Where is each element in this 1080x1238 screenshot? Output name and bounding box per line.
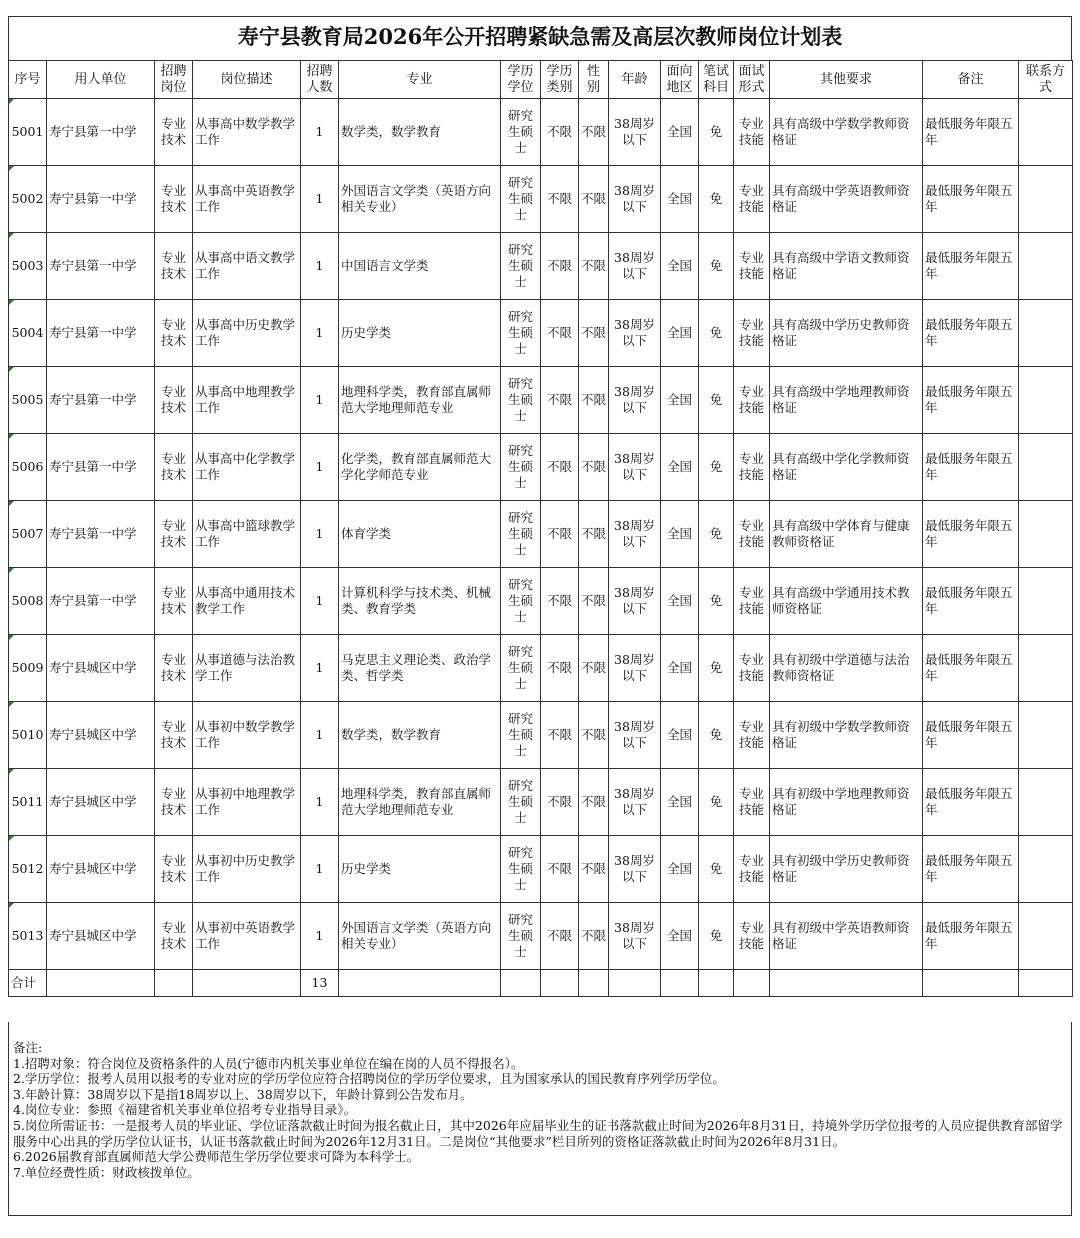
cell-region: 全国	[661, 568, 699, 635]
cell-written: 免	[699, 99, 734, 166]
cell-seq: 5011	[9, 769, 47, 836]
cell-remark: 最低服务年限五年	[923, 635, 1019, 702]
cell-age: 38周岁以下	[609, 702, 661, 769]
cell-count: 1	[301, 769, 339, 836]
cell-degree-type: 不限	[541, 702, 579, 769]
cell-other: 具有初级中学地理教师资格证	[770, 769, 923, 836]
cell-region: 全国	[661, 501, 699, 568]
table-row	[9, 233, 1073, 300]
cell-other: 具有高级中学语文教师资格证	[770, 233, 923, 300]
cell-age: 38周岁以下	[609, 568, 661, 635]
cell-count: 1	[301, 568, 339, 635]
cell-type: 专业技术	[155, 903, 193, 970]
cell-count: 1	[301, 300, 339, 367]
cell-written: 免	[699, 568, 734, 635]
cell-gender: 不限	[579, 769, 609, 836]
cell-degree: 研究生硕士	[501, 568, 541, 635]
cell-region: 全国	[661, 233, 699, 300]
cell-contact	[1019, 769, 1073, 836]
cell-remark: 最低服务年限五年	[923, 702, 1019, 769]
cell-age: 38周岁以下	[609, 501, 661, 568]
header-other: 其他要求	[770, 61, 923, 99]
cell-desc: 从事高中数学教学工作	[193, 99, 301, 166]
cell-contact	[1019, 166, 1073, 233]
header-major: 专业	[339, 61, 501, 99]
cell-degree-type: 不限	[541, 166, 579, 233]
cell-interview: 专业技能	[734, 367, 770, 434]
cell-other: 具有高级中学化学教师资格证	[770, 434, 923, 501]
empty-cell	[699, 970, 734, 997]
cell-major: 外国语言文学类（英语方向相关专业）	[339, 166, 501, 233]
cell-desc: 从事初中数学教学工作	[193, 702, 301, 769]
cell-contact	[1019, 367, 1073, 434]
note-line: 1.招聘对象：符合岗位及资格条件的人员(宁德市内机关事业单位在编在岗的人员不得报名）。	[13, 1055, 524, 1071]
header-age: 年龄	[609, 61, 661, 99]
cell-unit: 寿宁县第一中学	[47, 568, 155, 635]
note-line: 4.岗位专业：参照《福建省机关事业单位招考专业指导目录》。	[13, 1102, 357, 1118]
cell-degree: 研究生硕士	[501, 635, 541, 702]
cell-unit: 寿宁县第一中学	[47, 300, 155, 367]
cell-type: 专业技术	[155, 568, 193, 635]
cell-seq: 5002	[9, 166, 47, 233]
cell-interview: 专业技能	[734, 233, 770, 300]
cell-other: 具有初级中学数学教师资格证	[770, 702, 923, 769]
cell-age: 38周岁以下	[609, 99, 661, 166]
cell-interview: 专业技能	[734, 635, 770, 702]
cell-seq: 5008	[9, 568, 47, 635]
cell-degree-type: 不限	[541, 434, 579, 501]
table-row	[9, 769, 1073, 836]
cell-contact	[1019, 568, 1073, 635]
cell-gender: 不限	[579, 501, 609, 568]
total-label: 合计	[9, 970, 47, 997]
cell-type: 专业技术	[155, 702, 193, 769]
cell-degree: 研究生硕士	[501, 99, 541, 166]
notes-list	[13, 1056, 1067, 1181]
table-row	[9, 367, 1073, 434]
cell-region: 全国	[661, 836, 699, 903]
cell-seq: 5010	[9, 702, 47, 769]
cell-count: 1	[301, 501, 339, 568]
cell-seq: 5005	[9, 367, 47, 434]
cell-degree: 研究生硕士	[501, 903, 541, 970]
cell-unit: 寿宁县城区中学	[47, 635, 155, 702]
table-row	[9, 568, 1073, 635]
cell-region: 全国	[661, 99, 699, 166]
cell-remark: 最低服务年限五年	[923, 166, 1019, 233]
cell-unit: 寿宁县城区中学	[47, 702, 155, 769]
cell-other: 具有高级中学地理教师资格证	[770, 367, 923, 434]
cell-unit: 寿宁县第一中学	[47, 233, 155, 300]
cell-type: 专业技术	[155, 300, 193, 367]
cell-other: 具有高级中学英语教师资格证	[770, 166, 923, 233]
cell-desc: 从事高中通用技术教学工作	[193, 568, 301, 635]
cell-interview: 专业技能	[734, 769, 770, 836]
cell-gender: 不限	[579, 836, 609, 903]
cell-degree-type: 不限	[541, 501, 579, 568]
table-row	[9, 166, 1073, 233]
cell-other: 具有初级中学英语教师资格证	[770, 903, 923, 970]
note-line: 7.单位经费性质：财政核拨单位。	[13, 1164, 200, 1180]
cell-contact	[1019, 233, 1073, 300]
table-row	[9, 903, 1073, 970]
cell-region: 全国	[661, 300, 699, 367]
cell-count: 1	[301, 635, 339, 702]
total-row	[9, 970, 1073, 997]
cell-remark: 最低服务年限五年	[923, 769, 1019, 836]
cell-written: 免	[699, 836, 734, 903]
cell-unit: 寿宁县第一中学	[47, 99, 155, 166]
cell-count: 1	[301, 367, 339, 434]
cell-desc: 从事道德与法治教学工作	[193, 635, 301, 702]
table-row	[9, 99, 1073, 166]
cell-interview: 专业技能	[734, 300, 770, 367]
cell-type: 专业技术	[155, 434, 193, 501]
cell-degree-type: 不限	[541, 769, 579, 836]
cell-degree-type: 不限	[541, 300, 579, 367]
cell-type: 专业技术	[155, 836, 193, 903]
empty-cell	[193, 970, 301, 997]
cell-degree-type: 不限	[541, 836, 579, 903]
cell-interview: 专业技能	[734, 166, 770, 233]
cell-remark: 最低服务年限五年	[923, 501, 1019, 568]
cell-gender: 不限	[579, 166, 609, 233]
cell-remark: 最低服务年限五年	[923, 233, 1019, 300]
cell-region: 全国	[661, 367, 699, 434]
cell-contact	[1019, 434, 1073, 501]
cell-remark: 最低服务年限五年	[923, 903, 1019, 970]
cell-other: 具有初级中学历史教师资格证	[770, 836, 923, 903]
cell-degree: 研究生硕士	[501, 434, 541, 501]
empty-cell	[770, 970, 923, 997]
cell-gender: 不限	[579, 702, 609, 769]
note-line: 3.年龄计算：38周岁以下是指18周岁以上、38周岁以下，年龄计算到公告发布月。	[13, 1086, 473, 1102]
cell-major: 历史学类	[339, 836, 501, 903]
empty-cell	[661, 970, 699, 997]
cell-type: 专业技术	[155, 769, 193, 836]
cell-age: 38周岁以下	[609, 233, 661, 300]
cell-contact	[1019, 300, 1073, 367]
positions-table	[8, 60, 1073, 997]
cell-region: 全国	[661, 769, 699, 836]
cell-type: 专业技术	[155, 233, 193, 300]
header-contact: 联系方式	[1019, 61, 1073, 99]
cell-written: 免	[699, 903, 734, 970]
cell-other: 具有高级中学历史教师资格证	[770, 300, 923, 367]
cell-age: 38周岁以下	[609, 836, 661, 903]
cell-desc: 从事高中化学教学工作	[193, 434, 301, 501]
cell-seq: 5009	[9, 635, 47, 702]
cell-unit: 寿宁县第一中学	[47, 434, 155, 501]
cell-desc: 从事初中地理教学工作	[193, 769, 301, 836]
cell-contact	[1019, 501, 1073, 568]
cell-gender: 不限	[579, 367, 609, 434]
note-line: 6.2026届教育部直属师范大学公费师范生学历学位要求可降为本科学士。	[13, 1149, 420, 1165]
cell-degree-type: 不限	[541, 903, 579, 970]
cell-written: 免	[699, 635, 734, 702]
cell-remark: 最低服务年限五年	[923, 99, 1019, 166]
cell-gender: 不限	[579, 635, 609, 702]
empty-cell	[501, 970, 541, 997]
cell-written: 免	[699, 501, 734, 568]
cell-degree-type: 不限	[541, 367, 579, 434]
cell-other: 具有高级中学通用技术教师资格证	[770, 568, 923, 635]
empty-cell	[609, 970, 661, 997]
cell-gender: 不限	[579, 233, 609, 300]
header-gender: 性别	[579, 61, 609, 99]
cell-interview: 专业技能	[734, 702, 770, 769]
cell-major: 计算机科学与技术类、机械类、教育学类	[339, 568, 501, 635]
cell-contact	[1019, 99, 1073, 166]
cell-count: 1	[301, 233, 339, 300]
cell-degree: 研究生硕士	[501, 300, 541, 367]
cell-seq: 5006	[9, 434, 47, 501]
cell-contact	[1019, 635, 1073, 702]
cell-count: 1	[301, 99, 339, 166]
cell-desc: 从事高中篮球教学工作	[193, 501, 301, 568]
cell-unit: 寿宁县第一中学	[47, 367, 155, 434]
cell-degree-type: 不限	[541, 635, 579, 702]
header-unit: 用人单位	[47, 61, 155, 99]
cell-desc: 从事初中英语教学工作	[193, 903, 301, 970]
table-row	[9, 635, 1073, 702]
header-region: 面向地区	[661, 61, 699, 99]
cell-degree-type: 不限	[541, 568, 579, 635]
cell-major: 马克思主义理论类、政治学类、哲学类	[339, 635, 501, 702]
note-line: 5.岗位所需证书：一是报考人员的毕业证、学位证落款截止时间为报名截止日，其中2026年应届毕业生的证书落款截止时间为2026年8月31日，持境外学历学位报考的人员应提供教育部留学服务中心出具的学历学位认证书，认证书落款截止时间为2026年12月31日。二是岗位“其他要求”栏目所列的资格证落款截止时间为2026年8月31日。	[13, 1117, 1063, 1149]
cell-desc: 从事高中地理教学工作	[193, 367, 301, 434]
empty-cell	[155, 970, 193, 997]
cell-remark: 最低服务年限五年	[923, 367, 1019, 434]
cell-unit: 寿宁县第一中学	[47, 166, 155, 233]
cell-seq: 5004	[9, 300, 47, 367]
cell-desc: 从事高中英语教学工作	[193, 166, 301, 233]
cell-written: 免	[699, 434, 734, 501]
cell-count: 1	[301, 434, 339, 501]
header-desc: 岗位描述	[193, 61, 301, 99]
cell-gender: 不限	[579, 434, 609, 501]
table-row	[9, 702, 1073, 769]
page-title: 寿宁县教育局2026年公开招聘紧缺急需及高层次教师岗位计划表	[8, 16, 1072, 60]
cell-degree: 研究生硕士	[501, 367, 541, 434]
cell-major: 外国语言文学类（英语方向相关专业）	[339, 903, 501, 970]
header-degree: 学历学位	[501, 61, 541, 99]
cell-unit: 寿宁县城区中学	[47, 836, 155, 903]
empty-cell	[734, 970, 770, 997]
notes-block	[8, 1022, 1072, 1216]
cell-degree-type: 不限	[541, 99, 579, 166]
cell-degree: 研究生硕士	[501, 233, 541, 300]
cell-type: 专业技术	[155, 166, 193, 233]
empty-cell	[923, 970, 1019, 997]
header-written: 笔试科目	[699, 61, 734, 99]
table-row	[9, 836, 1073, 903]
cell-major: 体育学类	[339, 501, 501, 568]
header-count: 招聘人数	[301, 61, 339, 99]
cell-remark: 最低服务年限五年	[923, 836, 1019, 903]
cell-age: 38周岁以下	[609, 769, 661, 836]
cell-seq: 5003	[9, 233, 47, 300]
header-degree-type: 学历类别	[541, 61, 579, 99]
cell-major: 数学类，数学教育	[339, 702, 501, 769]
cell-age: 38周岁以下	[609, 434, 661, 501]
cell-degree: 研究生硕士	[501, 501, 541, 568]
cell-written: 免	[699, 769, 734, 836]
cell-type: 专业技术	[155, 501, 193, 568]
cell-written: 免	[699, 702, 734, 769]
header-seq: 序号	[9, 61, 47, 99]
cell-region: 全国	[661, 434, 699, 501]
cell-degree-type: 不限	[541, 233, 579, 300]
cell-written: 免	[699, 166, 734, 233]
cell-interview: 专业技能	[734, 99, 770, 166]
cell-contact	[1019, 702, 1073, 769]
cell-age: 38周岁以下	[609, 367, 661, 434]
cell-seq: 5001	[9, 99, 47, 166]
cell-interview: 专业技能	[734, 568, 770, 635]
cell-count: 1	[301, 166, 339, 233]
cell-interview: 专业技能	[734, 903, 770, 970]
empty-cell	[579, 970, 609, 997]
cell-seq: 5013	[9, 903, 47, 970]
table-body	[9, 99, 1073, 970]
cell-region: 全国	[661, 702, 699, 769]
cell-seq: 5007	[9, 501, 47, 568]
cell-region: 全国	[661, 635, 699, 702]
cell-count: 1	[301, 836, 339, 903]
cell-desc: 从事初中历史教学工作	[193, 836, 301, 903]
empty-cell	[1019, 970, 1073, 997]
cell-degree: 研究生硕士	[501, 166, 541, 233]
cell-gender: 不限	[579, 300, 609, 367]
cell-region: 全国	[661, 903, 699, 970]
cell-contact	[1019, 836, 1073, 903]
cell-type: 专业技术	[155, 367, 193, 434]
cell-degree: 研究生硕士	[501, 836, 541, 903]
cell-desc: 从事高中语文教学工作	[193, 233, 301, 300]
cell-contact	[1019, 903, 1073, 970]
cell-major: 化学类，教育部直属师范大学化学师范专业	[339, 434, 501, 501]
cell-remark: 最低服务年限五年	[923, 300, 1019, 367]
cell-gender: 不限	[579, 903, 609, 970]
cell-region: 全国	[661, 166, 699, 233]
cell-remark: 最低服务年限五年	[923, 434, 1019, 501]
cell-major: 地理科学类，教育部直属师范大学地理师范专业	[339, 769, 501, 836]
cell-desc: 从事高中历史教学工作	[193, 300, 301, 367]
table-row	[9, 434, 1073, 501]
cell-unit: 寿宁县第一中学	[47, 501, 155, 568]
cell-unit: 寿宁县城区中学	[47, 769, 155, 836]
cell-remark: 最低服务年限五年	[923, 568, 1019, 635]
notes-heading: 备注:	[13, 1040, 43, 1055]
header-type: 招聘岗位	[155, 61, 193, 99]
cell-interview: 专业技能	[734, 434, 770, 501]
cell-written: 免	[699, 367, 734, 434]
header-remark: 备注	[923, 61, 1019, 99]
table-row	[9, 501, 1073, 568]
cell-gender: 不限	[579, 99, 609, 166]
cell-major: 地理科学类，教育部直属师范大学地理师范专业	[339, 367, 501, 434]
cell-type: 专业技术	[155, 635, 193, 702]
header-interview: 面试形式	[734, 61, 770, 99]
cell-count: 1	[301, 702, 339, 769]
cell-gender: 不限	[579, 568, 609, 635]
cell-age: 38周岁以下	[609, 166, 661, 233]
cell-degree: 研究生硕士	[501, 769, 541, 836]
cell-other: 具有高级中学数学教师资格证	[770, 99, 923, 166]
cell-unit: 寿宁县城区中学	[47, 903, 155, 970]
empty-cell	[47, 970, 155, 997]
cell-written: 免	[699, 300, 734, 367]
cell-interview: 专业技能	[734, 501, 770, 568]
table-row	[9, 300, 1073, 367]
empty-cell	[339, 970, 501, 997]
empty-cell	[541, 970, 579, 997]
cell-count: 1	[301, 903, 339, 970]
cell-major: 中国语言文学类	[339, 233, 501, 300]
cell-age: 38周岁以下	[609, 903, 661, 970]
cell-interview: 专业技能	[734, 836, 770, 903]
cell-other: 具有初级中学道德与法治教师资格证	[770, 635, 923, 702]
cell-major: 历史学类	[339, 300, 501, 367]
table-header-row	[9, 61, 1073, 99]
cell-written: 免	[699, 233, 734, 300]
note-line: 2.学历学位：报考人员用以报考的专业对应的学历学位应符合招聘岗位的学历学位要求，且为国家承认的国民教育序列学历学位。	[13, 1071, 725, 1087]
cell-seq: 5012	[9, 836, 47, 903]
total-count: 13	[301, 970, 339, 997]
cell-other: 具有高级中学体育与健康教师资格证	[770, 501, 923, 568]
cell-degree: 研究生硕士	[501, 702, 541, 769]
recruitment-plan-sheet	[8, 16, 1072, 997]
cell-age: 38周岁以下	[609, 300, 661, 367]
cell-type: 专业技术	[155, 99, 193, 166]
cell-age: 38周岁以下	[609, 635, 661, 702]
cell-major: 数学类，数学教育	[339, 99, 501, 166]
